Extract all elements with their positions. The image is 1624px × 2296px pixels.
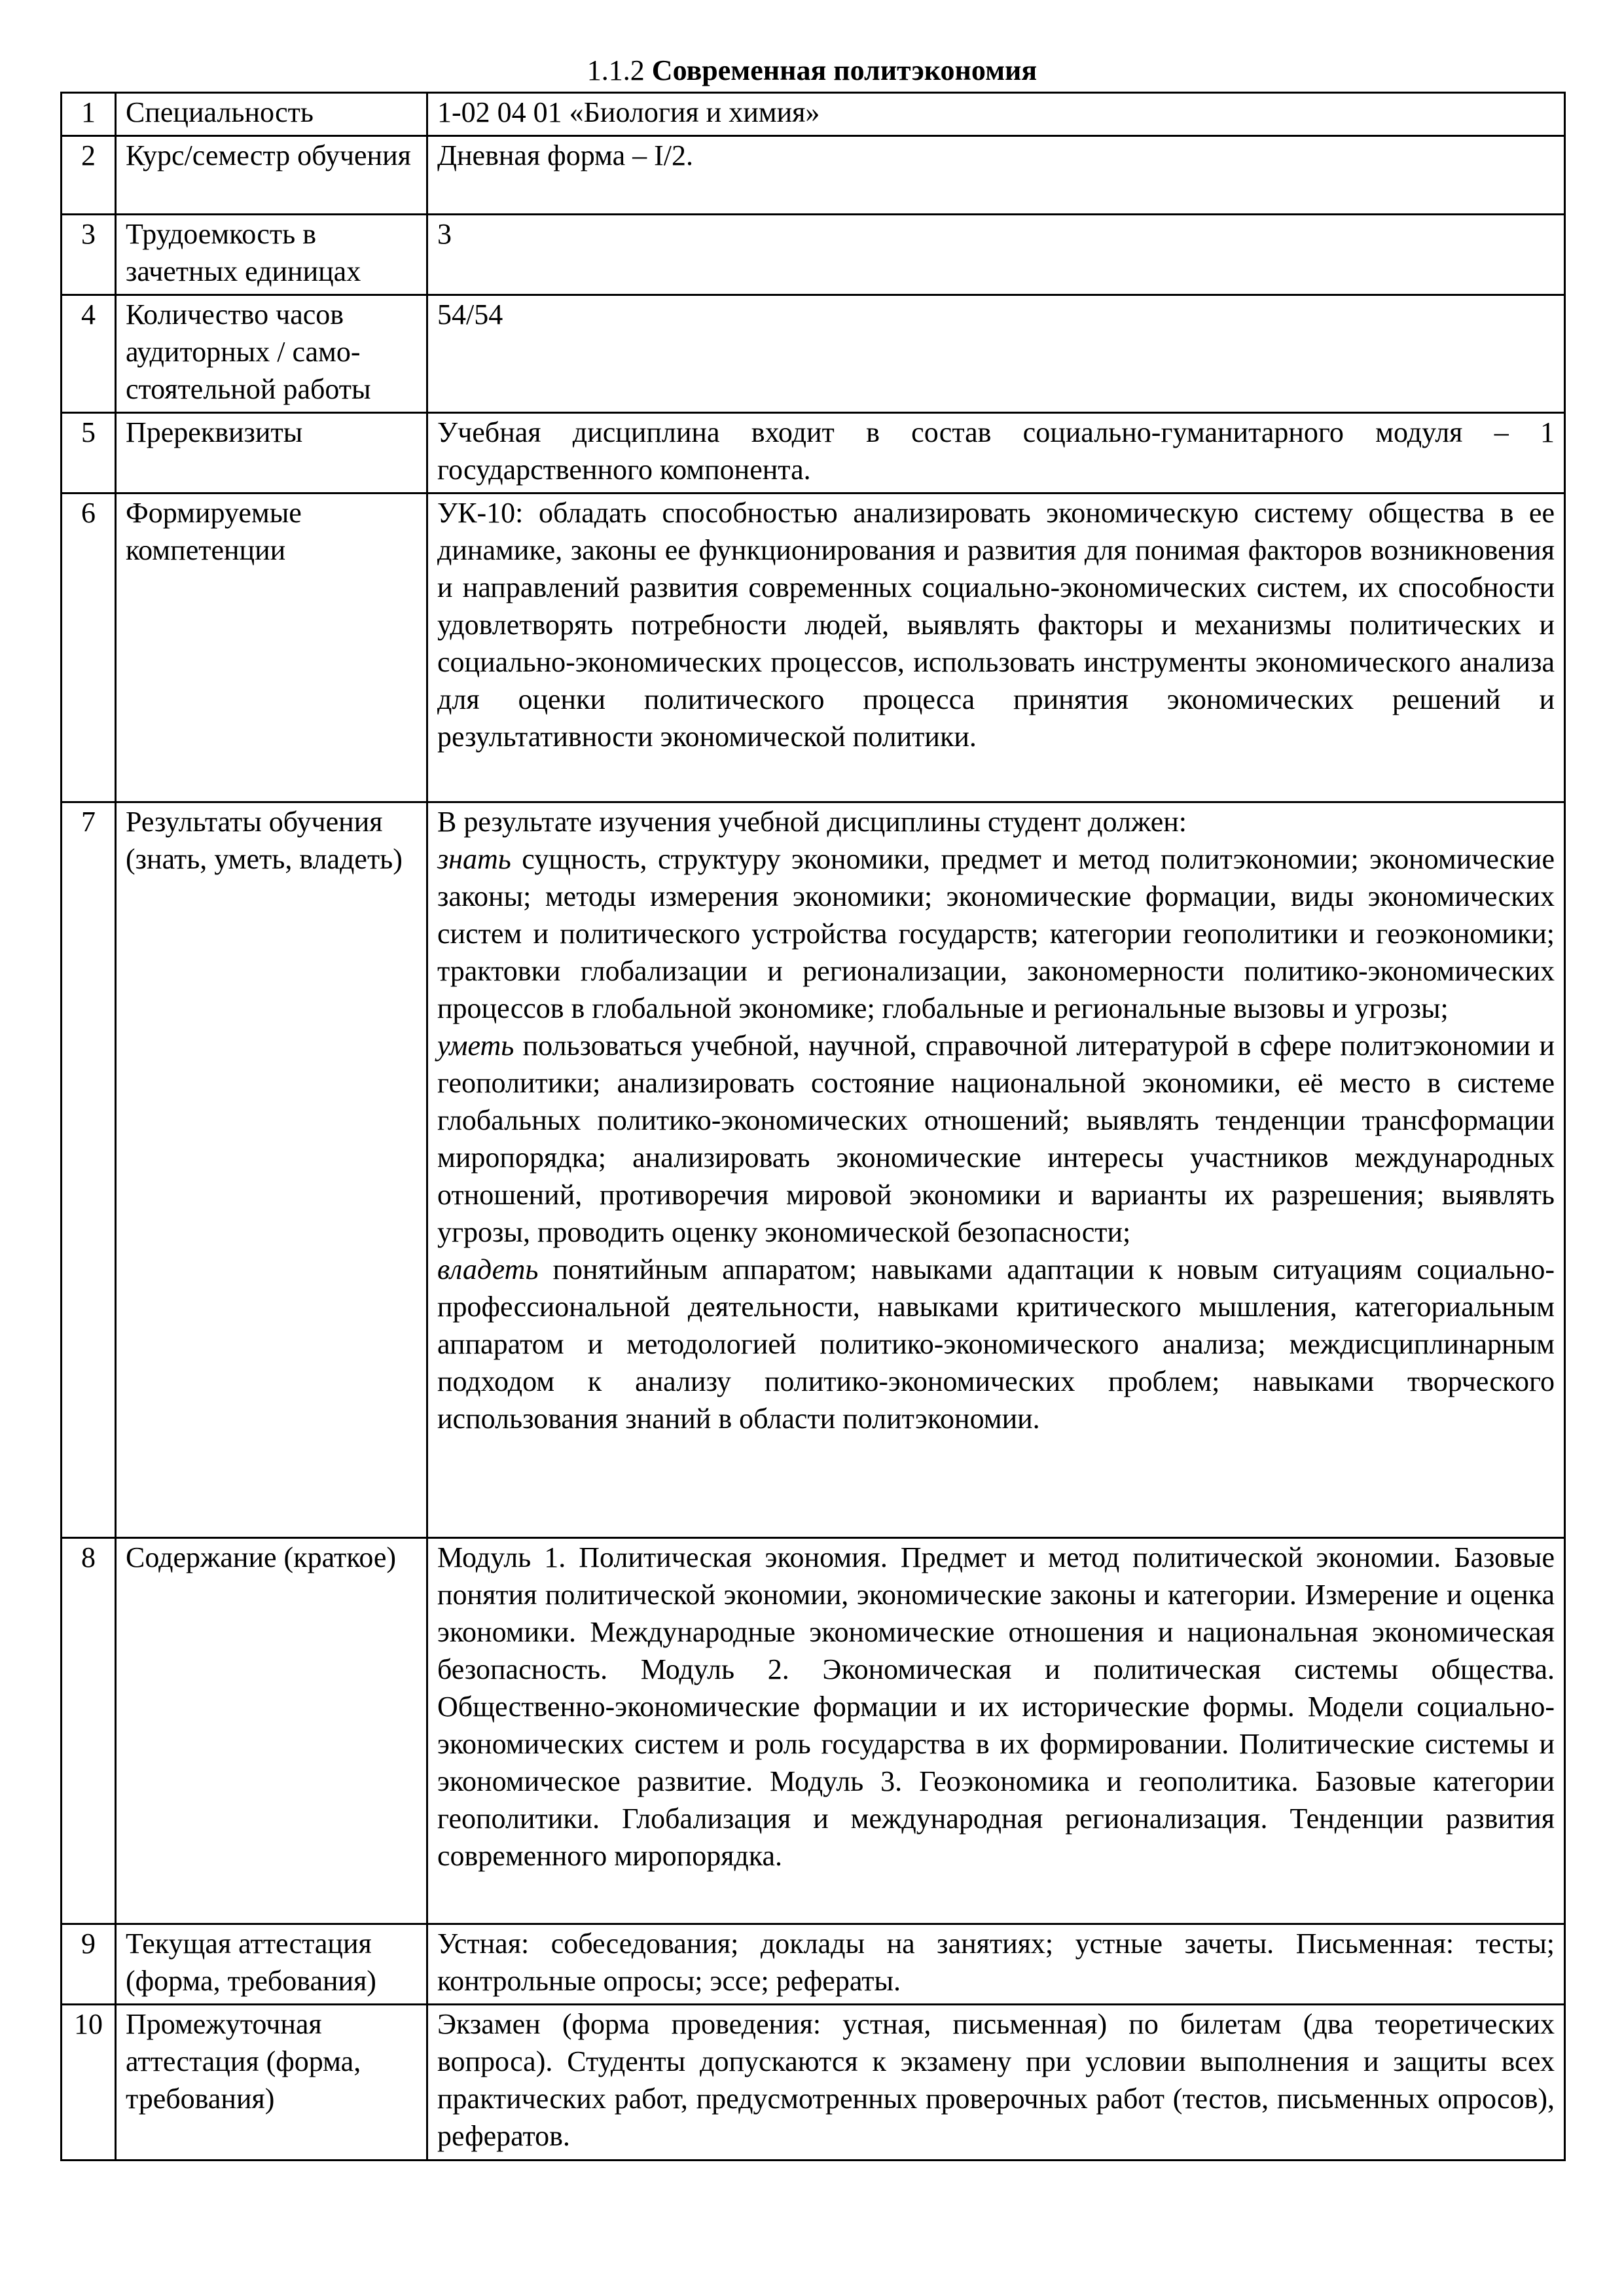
row-label-competencies: Формируемые компетенции [116,493,427,802]
row-label-credits: Трудоемкость в зачетных единицах [116,215,427,295]
table-row [62,2005,1565,2161]
row-value-credits: 3 [427,215,1565,295]
row-value-hours: 54/54 [427,295,1565,413]
course-description-table [60,92,1566,2161]
row-number: 1 [62,93,116,136]
row-value-content: Модуль 1. Политическая экономия. Предмет и метод политической экономии. Базовые понятия политической экономии, экономические законы и категории. Измерение и оценка экономики. Международные экономические отношения и национальная экономическая безопасность. Модуль 2. Экономическая и политическая системы общества. Общественно-экономические формации и их исторические формы. Модели социально-экономических систем и роль государства в их формировании. Политические системы и экономическое развитие. Модуль 3. Геоэкономика и геополитика. Базовые категории геополитики. Глобализация и международная регионализация. Тенденции развития современного миропорядка. [427,1538,1565,1924]
outcomes-can-term: уметь [437,1030,514,1062]
row-label-hours: Количество часов аудиторных / само-стоятельной работы [116,295,427,413]
outcomes-own-text: понятийным аппаратом; навыками адаптации к новым ситуациям социально-профессиональной деятельности, навыками критического мышления, категориальным аппаратом и методологией политико-экономического анализа; междисциплинарным подходом к анализу политико-экономических проблем; навыками творческого использования знаний в области политэкономии. [437,1253,1555,1435]
table-row [62,1538,1565,1924]
outcomes-know [437,840,1555,1027]
table-row [62,295,1565,413]
row-label-intermediate-assessment: Промежуточная аттестация (форма, требования) [116,2005,427,2161]
outcomes-own-term: владеть [437,1253,539,1285]
row-label-learning-outcomes: Результаты обучения (знать, уметь, владеть) [116,802,427,1538]
table-row [62,215,1565,295]
section-name: Современная политэкономия [651,54,1038,86]
row-number: 4 [62,295,116,413]
row-value-specialty: 1-02 04 01 «Биология и химия» [427,93,1565,136]
row-number: 2 [62,136,116,215]
row-number: 6 [62,493,116,802]
row-label-content: Содержание (краткое) [116,1538,427,1924]
table-row [62,802,1565,1538]
outcomes-own [437,1251,1555,1437]
row-number: 3 [62,215,116,295]
row-number: 9 [62,1924,116,2005]
row-value-current-assessment: Устная: собеседования; доклады на занятиях; устные зачеты. Письменная: тесты; контрольные опросы; эссе; рефераты. [427,1924,1565,2005]
row-value-prerequisites: Учебная дисциплина входит в состав социально-гуманитарного модуля – 1 государственного компонента. [427,413,1565,493]
table-row [62,136,1565,215]
outcomes-can-text: пользоваться учебной, научной, справочной литературой в сфере политэкономии и геополитики; анализировать состояние национальной экономики, её место в системе глобальных политико-экономических отношений; выявлять тенденции трансформации миропорядка; анализировать экономические интересы участников международных отношений, противоречия мировой экономики и варианты их разрешения; выявлять угрозы, проводить оценку экономической безопасности; [437,1030,1555,1248]
section-number: 1.1.2 [586,54,645,86]
row-value-learning-outcomes [427,802,1565,1538]
row-label-current-assessment: Текущая аттестация (форма, требования) [116,1924,427,2005]
row-number: 7 [62,802,116,1538]
row-number: 8 [62,1538,116,1924]
row-label-specialty: Специальность [116,93,427,136]
table-row [62,493,1565,802]
table-row [62,93,1565,136]
row-value-course-semester: Дневная форма – I/2. [427,136,1565,215]
page-title [0,52,1624,89]
outcomes-can [437,1027,1555,1251]
outcomes-know-term: знать [437,843,511,875]
table-row [62,413,1565,493]
outcomes-know-text: сущность, структуру экономики, предмет и метод политэкономии; экономические законы; методы измерения экономики; экономические формации, виды экономических систем и политического устройства государств; категории геополитики и геоэкономики; трактовки глобализации и регионализации, закономерности политико-экономических процессов в глобальной экономике; глобальные и региональные вызовы и угрозы; [437,843,1555,1024]
row-value-intermediate-assessment: Экзамен (форма проведения: устная, письменная) по билетам (два теоретических вопроса). Студенты допускаются к экзамену при условии выполнения и защиты всех практических работ, предусмотренных проверочных работ (тестов, письменных опросов), рефератов. [427,2005,1565,2161]
row-number: 5 [62,413,116,493]
row-value-competencies: УК-10: обладать способностью анализировать экономическую систему общества в ее динамике, законы ее функционирования и развития для понимая факторов возникновения и направлений развития современных социально-экономических систем, их способности удовлетворять потребности людей, выявлять факторы и механизмы политических и социально-экономических процессов, использовать инструменты экономического анализа для оценки политического процесса принятия экономических решений и результативности экономической политики. [427,493,1565,802]
row-number: 10 [62,2005,116,2161]
outcomes-intro: В результате изучения учебной дисциплины студент должен: [437,806,1187,838]
row-label-prerequisites: Пререквизиты [116,413,427,493]
row-label-course-semester: Курс/семестр обучения [116,136,427,215]
table-row [62,1924,1565,2005]
